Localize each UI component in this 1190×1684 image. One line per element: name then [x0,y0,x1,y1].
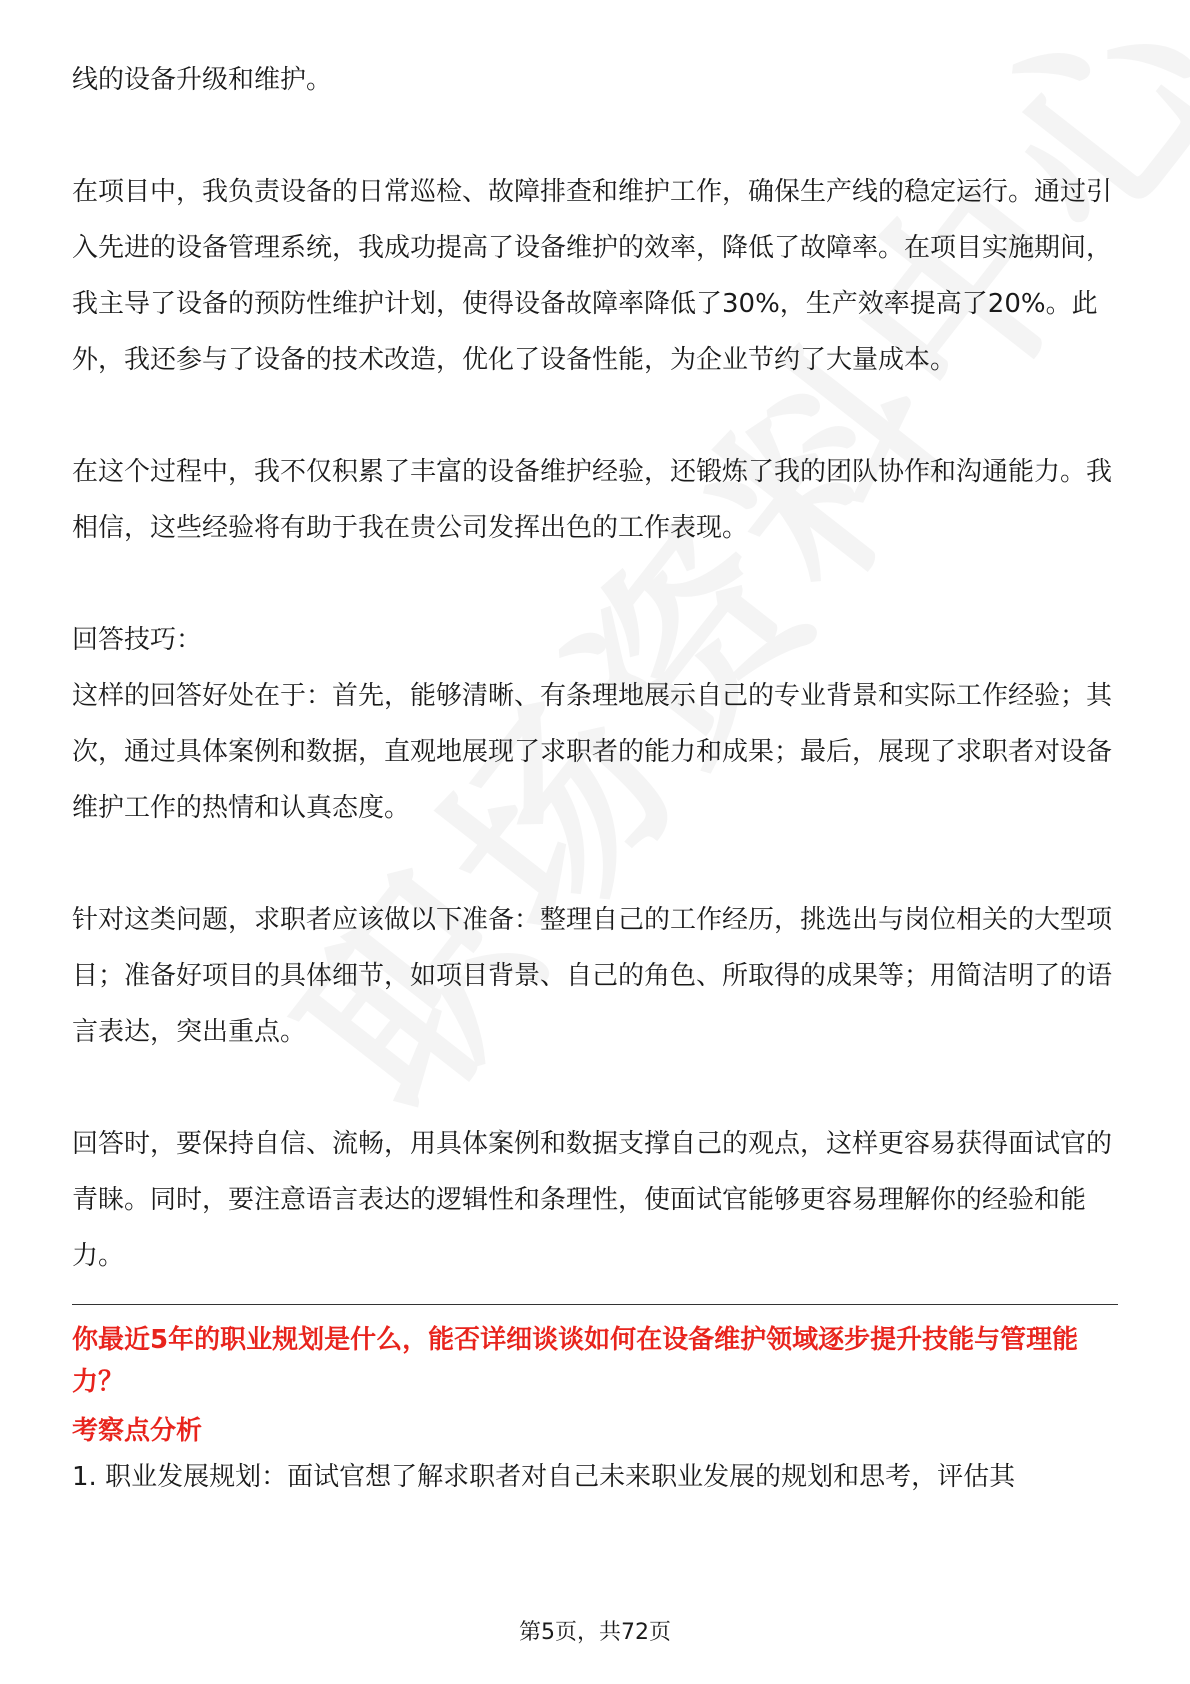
paragraph-gap [72,108,1118,164]
tips-paragraph-3: 回答时，要保持自信、流畅，用具体案例和数据支撑自己的观点，这样更容易获得面试官的青睐。同时，要注意语言表达的逻辑性和条理性，使面试官能够更容易理解你的经验和能力。 [72,1129,1113,1271]
paragraph-gap [72,1060,1118,1116]
page-number: 第5页，共72页 [519,1620,671,1645]
paragraph-gap [72,388,1118,444]
body-paragraph-1: 线的设备升级和维护。 [72,65,333,95]
tips-paragraph-2: 针对这类问题，求职者应该做以下准备：整理自己的工作经历，挑选出与岗位相关的大型项目；准备好项目的具体细节，如项目背景、自己的角色、所取得的成果等；用简洁明了的语言表达，突出重点。 [72,905,1113,1047]
body-paragraph-3: 在这个过程中，我不仅积累了丰富的设备维护经验，还锻炼了我的团队协作和沟通能力。我相信，这些经验将有助于我在贵公司发挥出色的工作表现。 [72,457,1113,543]
paragraph-gap [72,836,1118,892]
tips-paragraph-1: 这样的回答好处在于：首先，能够清晰、有条理地展示自己的专业背景和实际工作经验；其次，通过具体案例和数据，直观地展现了求职者的能力和成果；最后，展现了求职者对设备维护工作的热情和认真态度。 [72,681,1113,823]
analysis-item-1: 1. 职业发展规划：面试官想了解求职者对自己未来职业发展的规划和思考，评估其 [72,1462,1016,1492]
page-content [72,52,1118,1501]
body-paragraph-2: 在项目中，我负责设备的日常巡检、故障排查和维护工作，确保生产线的稳定运行。通过引入先进的设备管理系统，我成功提高了设备维护的效率，降低了故障率。在项目实施期间，我主导了设备的预防性维护计划，使得设备故障率降低了30%，生产效率提高了20%。此外，我还参与了设备的技术改造，优化了设备性能，为企业节约了大量成本。 [72,177,1113,375]
tips-label: 回答技巧： [72,625,203,655]
question-title: 你最近5年的职业规划是什么，能否详细谈谈如何在设备维护领域逐步提升技能与管理能力？ [72,1325,1079,1397]
analysis-heading: 考察点分析 [72,1416,203,1446]
section-divider [72,1304,1118,1305]
paragraph-gap [72,556,1118,612]
